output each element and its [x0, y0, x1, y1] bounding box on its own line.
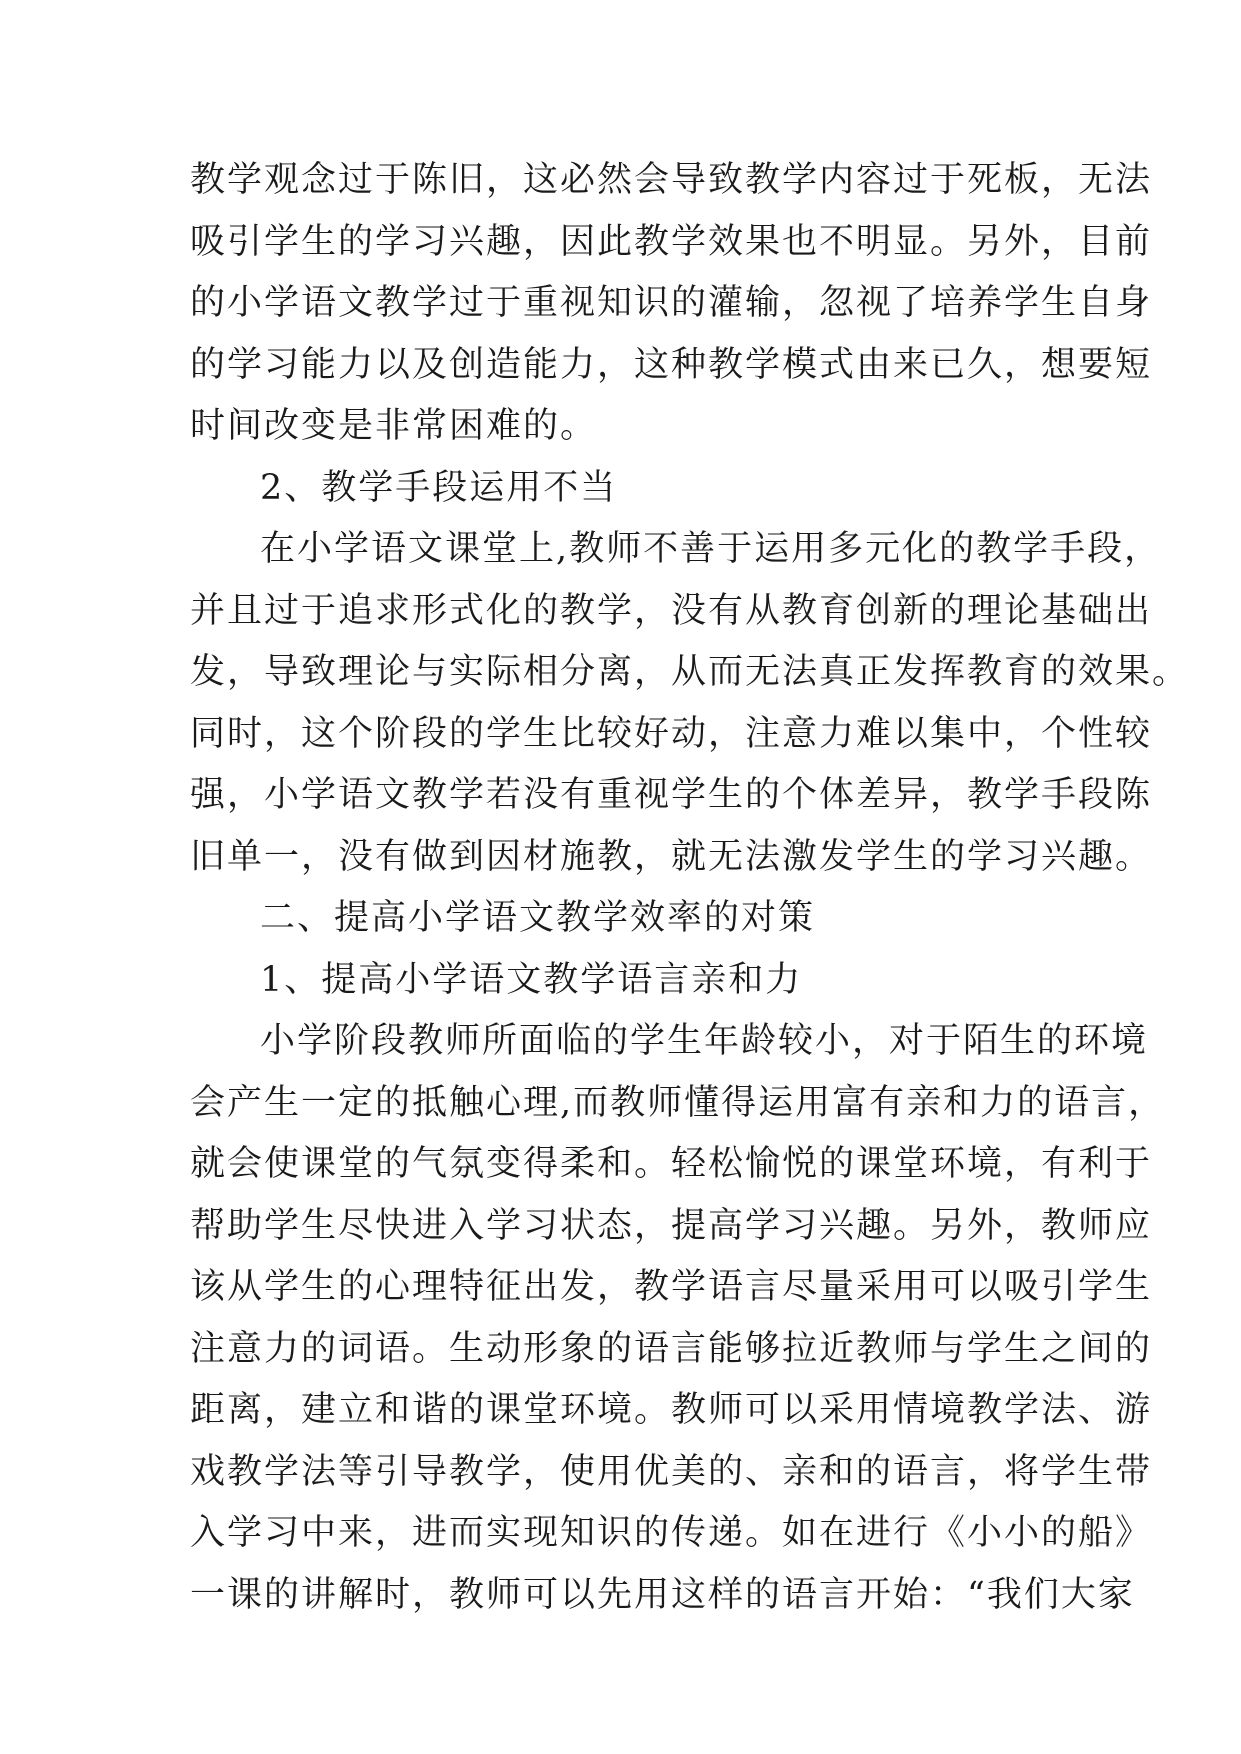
text-line: 戏教学法等引导教学，使用优美的、亲和的语言，将学生带 [190, 1451, 1153, 1492]
text-line: 就会使课堂的气氛变得柔和。轻松愉悦的课堂环境，有利于 [190, 1144, 1153, 1184]
subsection-heading: 1、提高小学语文教学语言亲和力 [260, 959, 803, 1000]
text-line: 一课的讲解时，教师可以先用这样的语言开始：“我们大家 [190, 1574, 1135, 1615]
text-line: 入学习中来，进而实现知识的传递。如在进行《小小的船》 [190, 1513, 1153, 1553]
section-heading: 二、提高小学语文教学效率的对策 [260, 898, 816, 938]
text-line: 同时，这个阶段的学生比较好动，注意力难以集中，个性较 [190, 713, 1153, 754]
text-line: 并且过于追求形式化的教学，没有从教育创新的理论基础出 [190, 590, 1153, 631]
text-line: 的学习能力以及创造能力，这种教学模式由来已久，想要短 [190, 344, 1153, 385]
text-line: 帮助学生尽快进入学习状态，提高学习兴趣。另外，教师应 [190, 1205, 1153, 1246]
text-line: 发，导致理论与实际相分离，从而无法真正发挥教育的效果。 [190, 652, 1190, 692]
text-line: 小学阶段教师所面临的学生年龄较小，对于陌生的环境 [260, 1021, 1149, 1061]
text-line: 该从学生的心理特征出发，教学语言尽量采用可以吸引学生 [190, 1267, 1153, 1307]
text-line: 距离，建立和谐的课堂环境。教师可以采用情境教学法、游 [190, 1390, 1153, 1430]
text-line: 的小学语文教学过于重视知识的灌输，忽视了培养学生自身 [190, 283, 1153, 323]
text-line: 时间改变是非常困难的。 [190, 406, 598, 446]
text-line: 会产生一定的抵触心理,而教师懂得运用富有亲和力的语言， [190, 1082, 1166, 1123]
text-line: 吸引学生的学习兴趣，因此教学效果也不明显。另外，目前 [190, 221, 1153, 262]
text-line: 在小学语文课堂上,教师不善于运用多元化的教学手段， [260, 529, 1162, 569]
text-line: 旧单一，没有做到因材施教，就无法激发学生的学习兴趣。 [190, 836, 1153, 877]
text-line: 教学观念过于陈旧，这必然会导致教学内容过于死板，无法 [190, 160, 1153, 200]
text-line: 注意力的词语。生动形象的语言能够拉近教师与学生之间的 [190, 1328, 1153, 1369]
body-text [190, 150, 1190, 1626]
text-line: 强，小学语文教学若没有重视学生的个体差异，教学手段陈 [190, 775, 1153, 815]
section-heading: 2、教学手段运用不当 [260, 467, 618, 508]
